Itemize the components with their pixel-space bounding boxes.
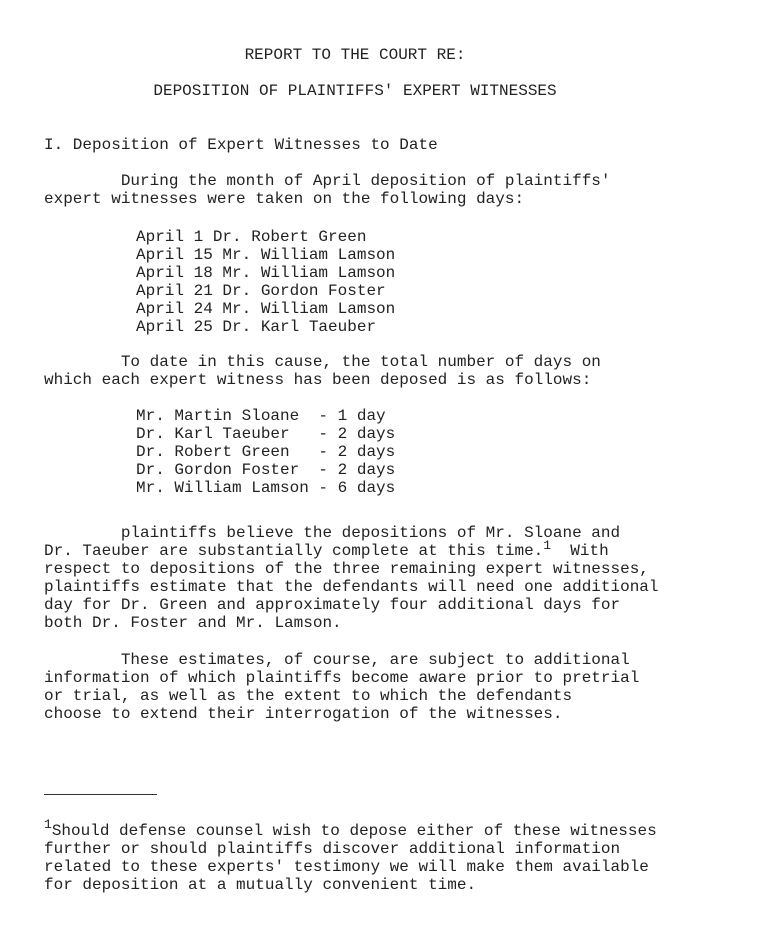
paragraph-text: With [551,542,609,560]
footnote-reference: 1 [543,538,552,553]
list-item: April 15 Mr. William Lamson [136,246,396,264]
footnote-marker: 1 [44,817,52,832]
section-heading: I. Deposition of Expert Witnesses to Date [44,136,438,154]
footnote-line: for deposition at a mutually convenient time. [44,876,477,894]
paragraph-line: both Dr. Foster and Mr. Lamson. [44,614,342,632]
paragraph-line: These estimates, of course, are subject to additional [44,651,630,669]
paragraph-line: expert witnesses were taken on the following days: [44,190,525,208]
paragraph-line: choose to extend their interrogation of the witnesses. [44,705,563,723]
list-item: Dr. Karl Taeuber - 2 days [136,425,396,443]
report-subtitle: DEPOSITION OF PLAINTIFFS' EXPERT WITNESSES [153,82,557,100]
list-item: April 1 Dr. Robert Green [136,228,367,246]
footnote-divider [44,794,157,795]
footnote-line: further or should plaintiffs discover additional information [44,840,621,858]
list-item: Dr. Gordon Foster - 2 days [136,461,396,479]
paragraph-line: day for Dr. Green and approximately four additional days for [44,596,621,614]
paragraph-line: information of which plaintiffs become aware prior to pretrial [44,669,640,687]
paragraph-line: or trial, as well as the extent to which the defendants [44,687,573,705]
paragraph-line: plaintiffs estimate that the defendants will need one additional [44,578,659,596]
paragraph-line: respect to depositions of the three remaining expert witnesses, [44,560,649,578]
list-item: April 25 Dr. Karl Taeuber [136,318,377,336]
list-item: April 24 Mr. William Lamson [136,300,396,318]
list-item: Dr. Robert Green - 2 days [136,443,396,461]
list-item: April 18 Mr. William Lamson [136,264,396,282]
footnote-text: Should defense counsel wish to depose either of these witnesses [51,822,657,840]
paragraph-text: Dr. Taeuber are substantially complete at this time. [44,542,544,560]
paragraph-line [44,538,609,560]
list-item: April 21 Dr. Gordon Foster [136,282,386,300]
paragraph-line: plaintiffs believe the depositions of Mr. Sloane and [44,524,621,542]
list-item: Mr. William Lamson - 6 days [136,479,396,497]
paragraph-line: To date in this cause, the total number of days on [44,353,601,371]
paragraph-line: During the month of April deposition of plaintiffs' [44,172,611,190]
paragraph-line: which each expert witness has been deposed is as follows: [44,371,592,389]
footnote-line: related to these experts' testimony we will make them available [44,858,649,876]
list-item: Mr. Martin Sloane - 1 day [136,407,386,425]
report-title: REPORT TO THE COURT RE: [244,46,466,64]
footnote-line [44,817,657,841]
